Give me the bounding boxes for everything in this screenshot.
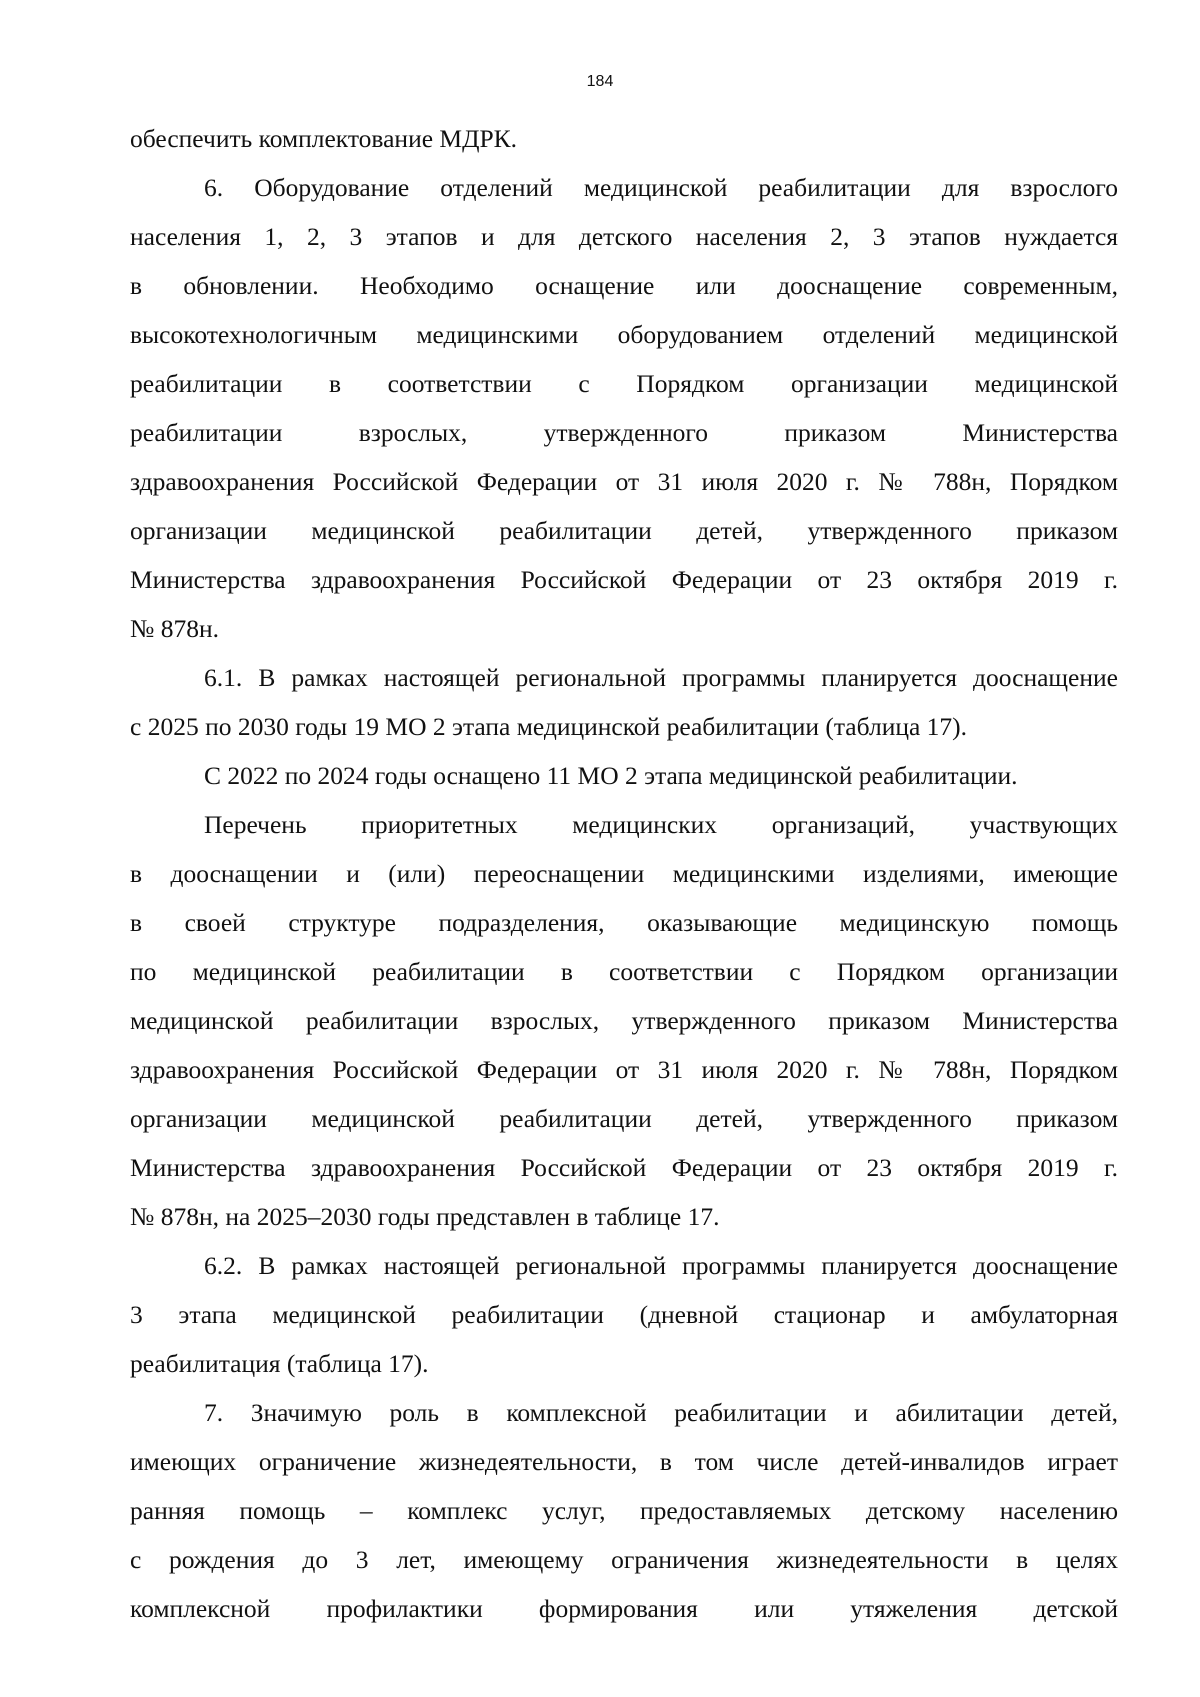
text-line: высокотехнологичным медицинскими оборудованием отделений медицинской [130,320,1118,349]
text-line: реабилитации в соответствии с Порядком организации медицинской [130,369,1118,398]
text-line: с 2025 по 2030 годы 19 МО 2 этапа медицинской реабилитации (таблица 17). [130,712,968,741]
paragraph-first-line: 6. Оборудование отделений медицинской реабилитации для взрослого [204,173,1118,202]
text-line: в обновлении. Необходимо оснащение или дооснащение современным, [130,271,1118,300]
text-line: населения 1, 2, 3 этапов и для детского населения 2, 3 этапов нуждается [130,222,1118,251]
text-line: 3 этапа медицинской реабилитации (дневной стационар и амбулаторная [130,1300,1118,1329]
text-line: в дооснащении и (или) переоснащении медицинскими изделиями, имеющие [130,859,1118,888]
text-line: Министерства здравоохранения Российской Федерации от 23 октября 2019 г. [130,565,1118,594]
text-line: здравоохранения Российской Федерации от 31 июля 2020 г. № 788н, Порядком [130,1055,1118,1084]
text-line: Министерства здравоохранения Российской Федерации от 23 октября 2019 г. [130,1153,1118,1182]
paragraph-first-line: Перечень приоритетных медицинских организаций, участвующих [204,810,1118,839]
text-line: по медицинской реабилитации в соответствии с Порядком организации [130,957,1118,986]
text-line: № 878н. [130,614,219,643]
paragraph-first-line: 6.2. В рамках настоящей региональной программы планируется дооснащение [204,1251,1118,1280]
text-line: № 878н, на 2025–2030 годы представлен в таблице 17. [130,1202,720,1231]
text-line: медицинской реабилитации взрослых, утвержденного приказом Министерства [130,1006,1118,1035]
text-line: реабилитация (таблица 17). [130,1349,429,1378]
text-line: в своей структуре подразделения, оказывающие медицинскую помощь [130,908,1118,937]
text-line: обеспечить комплектование МДРК. [130,124,518,153]
text-line: ранняя помощь – комплекс услуг, предоставляемых детскому населению [130,1496,1118,1525]
text-line: здравоохранения Российской Федерации от 31 июля 2020 г. № 788н, Порядком [130,467,1118,496]
page-number: 184 [586,73,614,90]
paragraph-first-line: 7. Значимую роль в комплексной реабилитации и абилитации детей, [204,1398,1118,1427]
text-line: реабилитации взрослых, утвержденного приказом Министерства [130,418,1118,447]
text-line: организации медицинской реабилитации детей, утвержденного приказом [130,516,1118,545]
text-line: комплексной профилактики формирования или утяжеления детской [130,1594,1118,1623]
body-text [130,114,1118,1633]
text-line: имеющих ограничение жизнедеятельности, в том числе детей-инвалидов играет [130,1447,1118,1476]
text-line: организации медицинской реабилитации детей, утвержденного приказом [130,1104,1118,1133]
paragraph-first-line: С 2022 по 2024 годы оснащено 11 МО 2 этапа медицинской реабилитации. [204,761,1018,790]
paragraph-first-line: 6.1. В рамках настоящей региональной программы планируется дооснащение [204,663,1118,692]
text-line: с рождения до 3 лет, имеющему ограничения жизнедеятельности в целях [130,1545,1118,1574]
